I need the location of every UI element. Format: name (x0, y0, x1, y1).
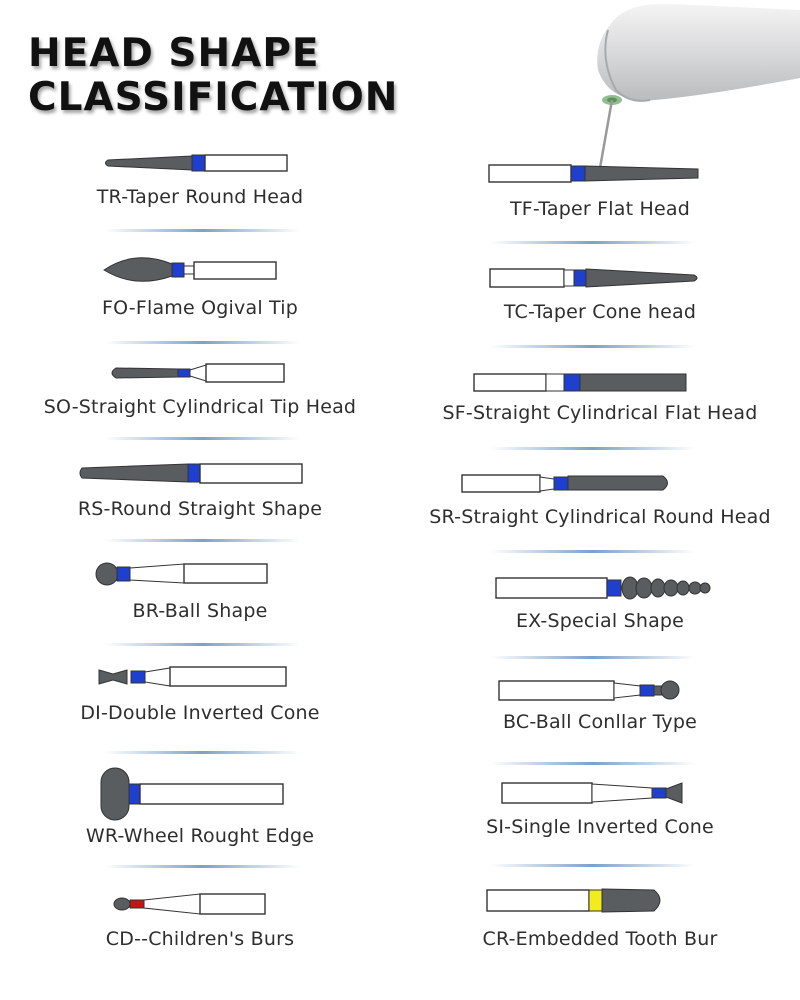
list-item-si (400, 780, 800, 890)
list-item-cr (400, 886, 800, 996)
list-item-so (0, 360, 400, 470)
item-label: RS-Round Straight Shape (77, 498, 323, 520)
divider (105, 539, 300, 542)
list-item-tf (400, 160, 800, 270)
list-item-fo (0, 255, 400, 365)
page-title (28, 32, 398, 120)
item-label: TC-Taper Cone head (503, 301, 697, 323)
list-item-tr (0, 150, 400, 260)
item-label: BR-Ball Shape (132, 600, 268, 622)
divider (490, 447, 695, 450)
divider (490, 241, 695, 244)
item-label: CD--Children's Burs (105, 928, 295, 950)
item-label: TR-Taper Round Head (96, 186, 304, 208)
item-label: DI-Double Inverted Cone (80, 702, 320, 724)
list-item-br (0, 560, 400, 670)
list-item-bc (400, 677, 800, 787)
list-item-ex (400, 574, 800, 684)
divider (105, 437, 300, 440)
item-label: SO-Straight Cylindrical Tip Head (43, 396, 357, 418)
item-label: FO-Flame Ogival Tip (101, 297, 299, 319)
list-item-sr (400, 472, 800, 582)
divider (490, 550, 695, 553)
divider (105, 341, 300, 344)
divider (105, 751, 300, 754)
title-line-1: HEAD SHAPE (28, 31, 320, 76)
list-item-sf (400, 372, 800, 482)
divider (105, 865, 300, 868)
divider (490, 762, 695, 765)
wheel-bur-icon (0, 765, 400, 825)
list-item-di (0, 662, 400, 772)
item-label: WR-Wheel Rought Edge (85, 825, 315, 847)
item-label: SR-Straight Cylindrical Round Head (429, 506, 771, 528)
item-label: SI-Single Inverted Cone (486, 816, 714, 838)
list-item-wr (0, 765, 400, 875)
handpiece-icon (570, 0, 800, 175)
list-item-cd (0, 890, 400, 1000)
item-label: SF-Straight Cylindrical Flat Head (442, 402, 758, 424)
item-label: TF-Taper Flat Head (510, 198, 690, 220)
list-item-rs (0, 458, 400, 568)
divider (105, 643, 300, 646)
divider (490, 656, 695, 659)
list-item-tc (400, 265, 800, 375)
divider (105, 229, 300, 232)
item-label: EX-Special Shape (515, 610, 685, 632)
item-label: BC-Ball Conllar Type (502, 711, 698, 733)
title-line-2: CLASSIFICATION (28, 75, 399, 120)
divider (490, 345, 695, 348)
divider (490, 864, 695, 867)
item-label: CR-Embedded Tooth Bur (482, 928, 718, 950)
